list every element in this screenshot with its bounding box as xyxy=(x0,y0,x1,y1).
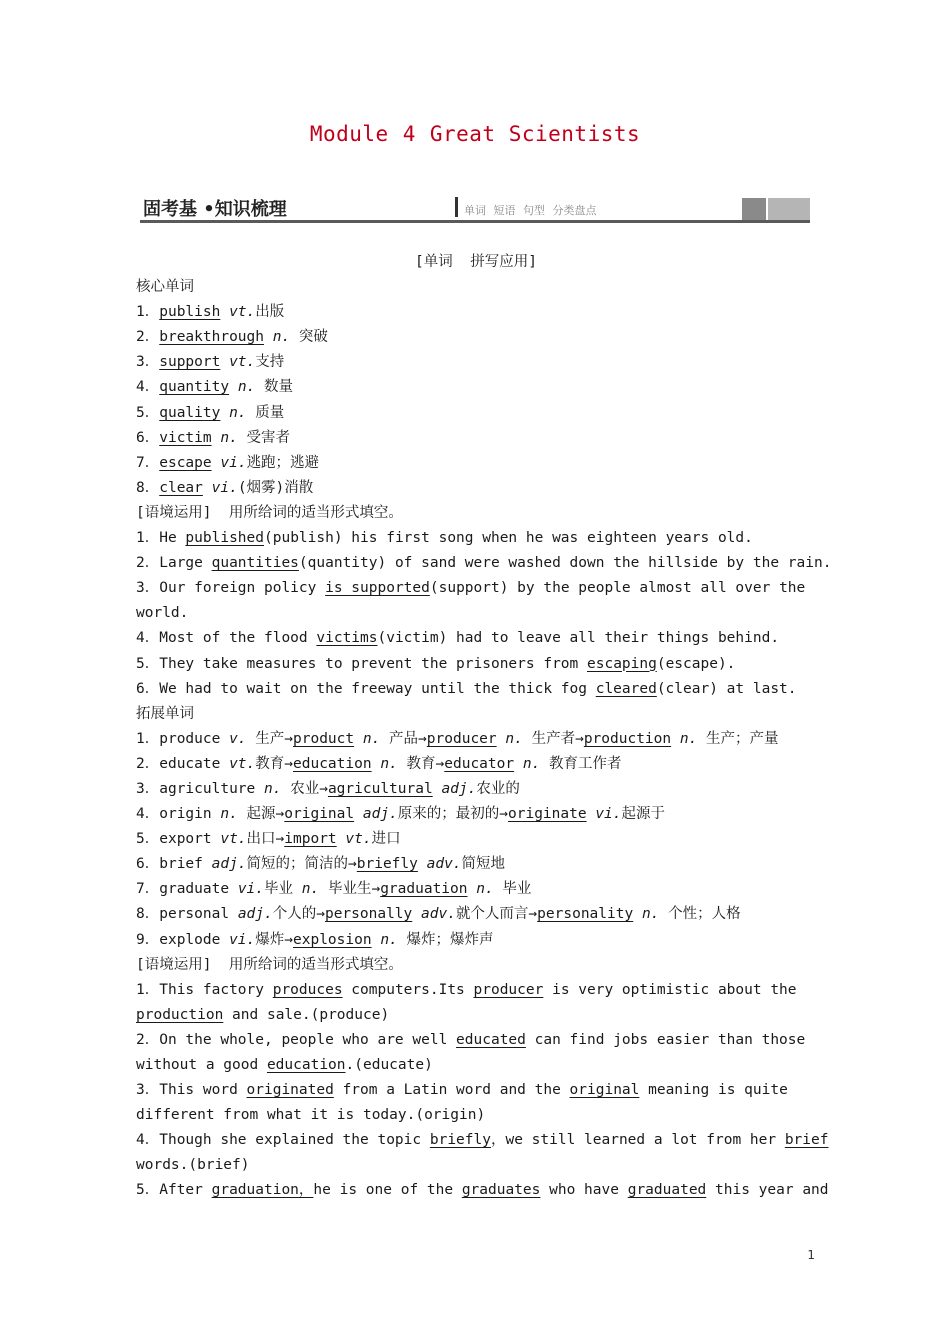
core-word-item: 8．clear vi.(烟雾)消散 xyxy=(136,479,314,496)
extended-item-5: 5．export vt.出口→import vt.进口 xyxy=(136,831,401,848)
banner-rule xyxy=(140,220,810,223)
exercise2-item-3-cont: different from what it is today.(origin) xyxy=(136,1107,486,1124)
core-words-list xyxy=(136,300,816,501)
extended-item-7: 7．graduate vi.毕业 n. 毕业生→graduation n. 毕业 xyxy=(136,881,532,898)
exercise1-item-3: 3．Our foreign policy is supported(support) by the people almost all over the xyxy=(136,580,806,597)
banner-dark-block xyxy=(742,198,766,220)
page-title xyxy=(0,122,950,146)
title-name: Great Scientists xyxy=(429,122,641,146)
exercise1-item-3-cont: world. xyxy=(136,605,189,622)
banner-title: 固考基 •知识梳理 xyxy=(143,199,287,220)
core-word-item: 3．support vt.支持 xyxy=(136,354,285,371)
answer: is supported xyxy=(325,580,430,597)
answer: quantities xyxy=(211,555,299,572)
exercise1-heading: [语境运用] 用所给词的适当形式填空。 xyxy=(136,504,403,521)
core-word-item: 5．quality n. 质量 xyxy=(136,404,285,421)
extended-item-1: 1．produce v. 生产→product n. 产品→producer n. 生产者→production n. 生产；产量 xyxy=(136,730,779,747)
core-word-item: 2．breakthrough n. 突破 xyxy=(136,329,328,346)
extended-item-3: 3．agriculture n. 农业→agricultural adj.农业的 xyxy=(136,780,520,797)
exercise2-item-5: 5．After graduation，he is one of the graduates who have graduated this year and xyxy=(136,1182,829,1199)
extended-item-2: 2．educate vt.教育→education n. 教育→educator n. 教育工作者 xyxy=(136,755,622,772)
exercise2-item-1: 1．This factory produces computers.Its producer is very optimistic about the xyxy=(136,981,797,998)
exercise2-item-4: 4．Though she explained the topic briefly，we still learned a lot from her brief xyxy=(136,1132,829,1149)
banner-separator xyxy=(455,197,458,217)
exercise2-item-1-cont: production and sale.(produce) xyxy=(136,1006,390,1023)
section-heading: [单词 拼写应用] xyxy=(415,254,537,270)
title-number: 4 xyxy=(402,122,416,146)
banner-light-block xyxy=(768,198,810,220)
answer: cleared xyxy=(595,680,657,697)
extended-item-9: 9．explode vi.爆炸→explosion n. 爆炸；爆炸声 xyxy=(136,931,494,948)
banner-subtitle: 单词 短语 句型 分类盘点 xyxy=(464,204,597,217)
title-module: Module xyxy=(309,122,389,146)
core-word-item: 6．victim n. 受害者 xyxy=(136,429,291,446)
core-words-heading: 核心单词 xyxy=(136,279,194,296)
page-number: 1 xyxy=(807,1248,815,1262)
exercise2-item-3: 3．This word originated from a Latin word and the original meaning is quite xyxy=(136,1082,788,1099)
document-body xyxy=(136,250,832,1204)
answer: escaping xyxy=(587,655,657,672)
exercise2-item-2: 2．On the whole, people who are well educated can find jobs easier than those xyxy=(136,1031,806,1048)
exercise1-item-2: 2．Large quantities(quantity) of sand were washed down the hillside by the rain. xyxy=(136,555,832,572)
extended-item-6: 6．brief adj.简短的；简洁的→briefly adv.简短地 xyxy=(136,856,506,873)
exercise1-item-6: 6．We had to wait on the freeway until the thick fog cleared(clear) at last. xyxy=(136,680,797,697)
extended-words-heading: 拓展单词 xyxy=(136,705,194,722)
extended-item-4: 4．origin n. 起源→original adj.原来的；最初的→originate vi.起源于 xyxy=(136,806,666,823)
answer: published xyxy=(185,530,264,547)
exercise1-item-4: 4．Most of the flood victims(victim) had to leave all their things behind. xyxy=(136,630,780,647)
exercise2-item-2-cont: without a good education.(educate) xyxy=(136,1057,433,1073)
section-banner xyxy=(140,195,810,223)
answer: victims xyxy=(316,630,378,647)
exercise1-item-5: 5．They take measures to prevent the prisoners from escaping(escape). xyxy=(136,655,736,672)
exercise1-item-1: 1．He published(publish) his first song when he was eighteen years old. xyxy=(136,530,753,547)
core-word-item: 4．quantity n. 数量 xyxy=(136,379,294,396)
extended-item-8: 8．personal adj.个人的→personally adv.就个人而言→personality n. 个性；人格 xyxy=(136,906,741,923)
core-word-item: 7．escape vi.逃跑；逃避 xyxy=(136,454,320,471)
core-word-item: 1．publish vt.出版 xyxy=(136,304,285,321)
exercise2-item-4-cont: words.(brief) xyxy=(136,1157,250,1174)
exercise2-heading: [语境运用] 用所给词的适当形式填空。 xyxy=(136,956,403,973)
